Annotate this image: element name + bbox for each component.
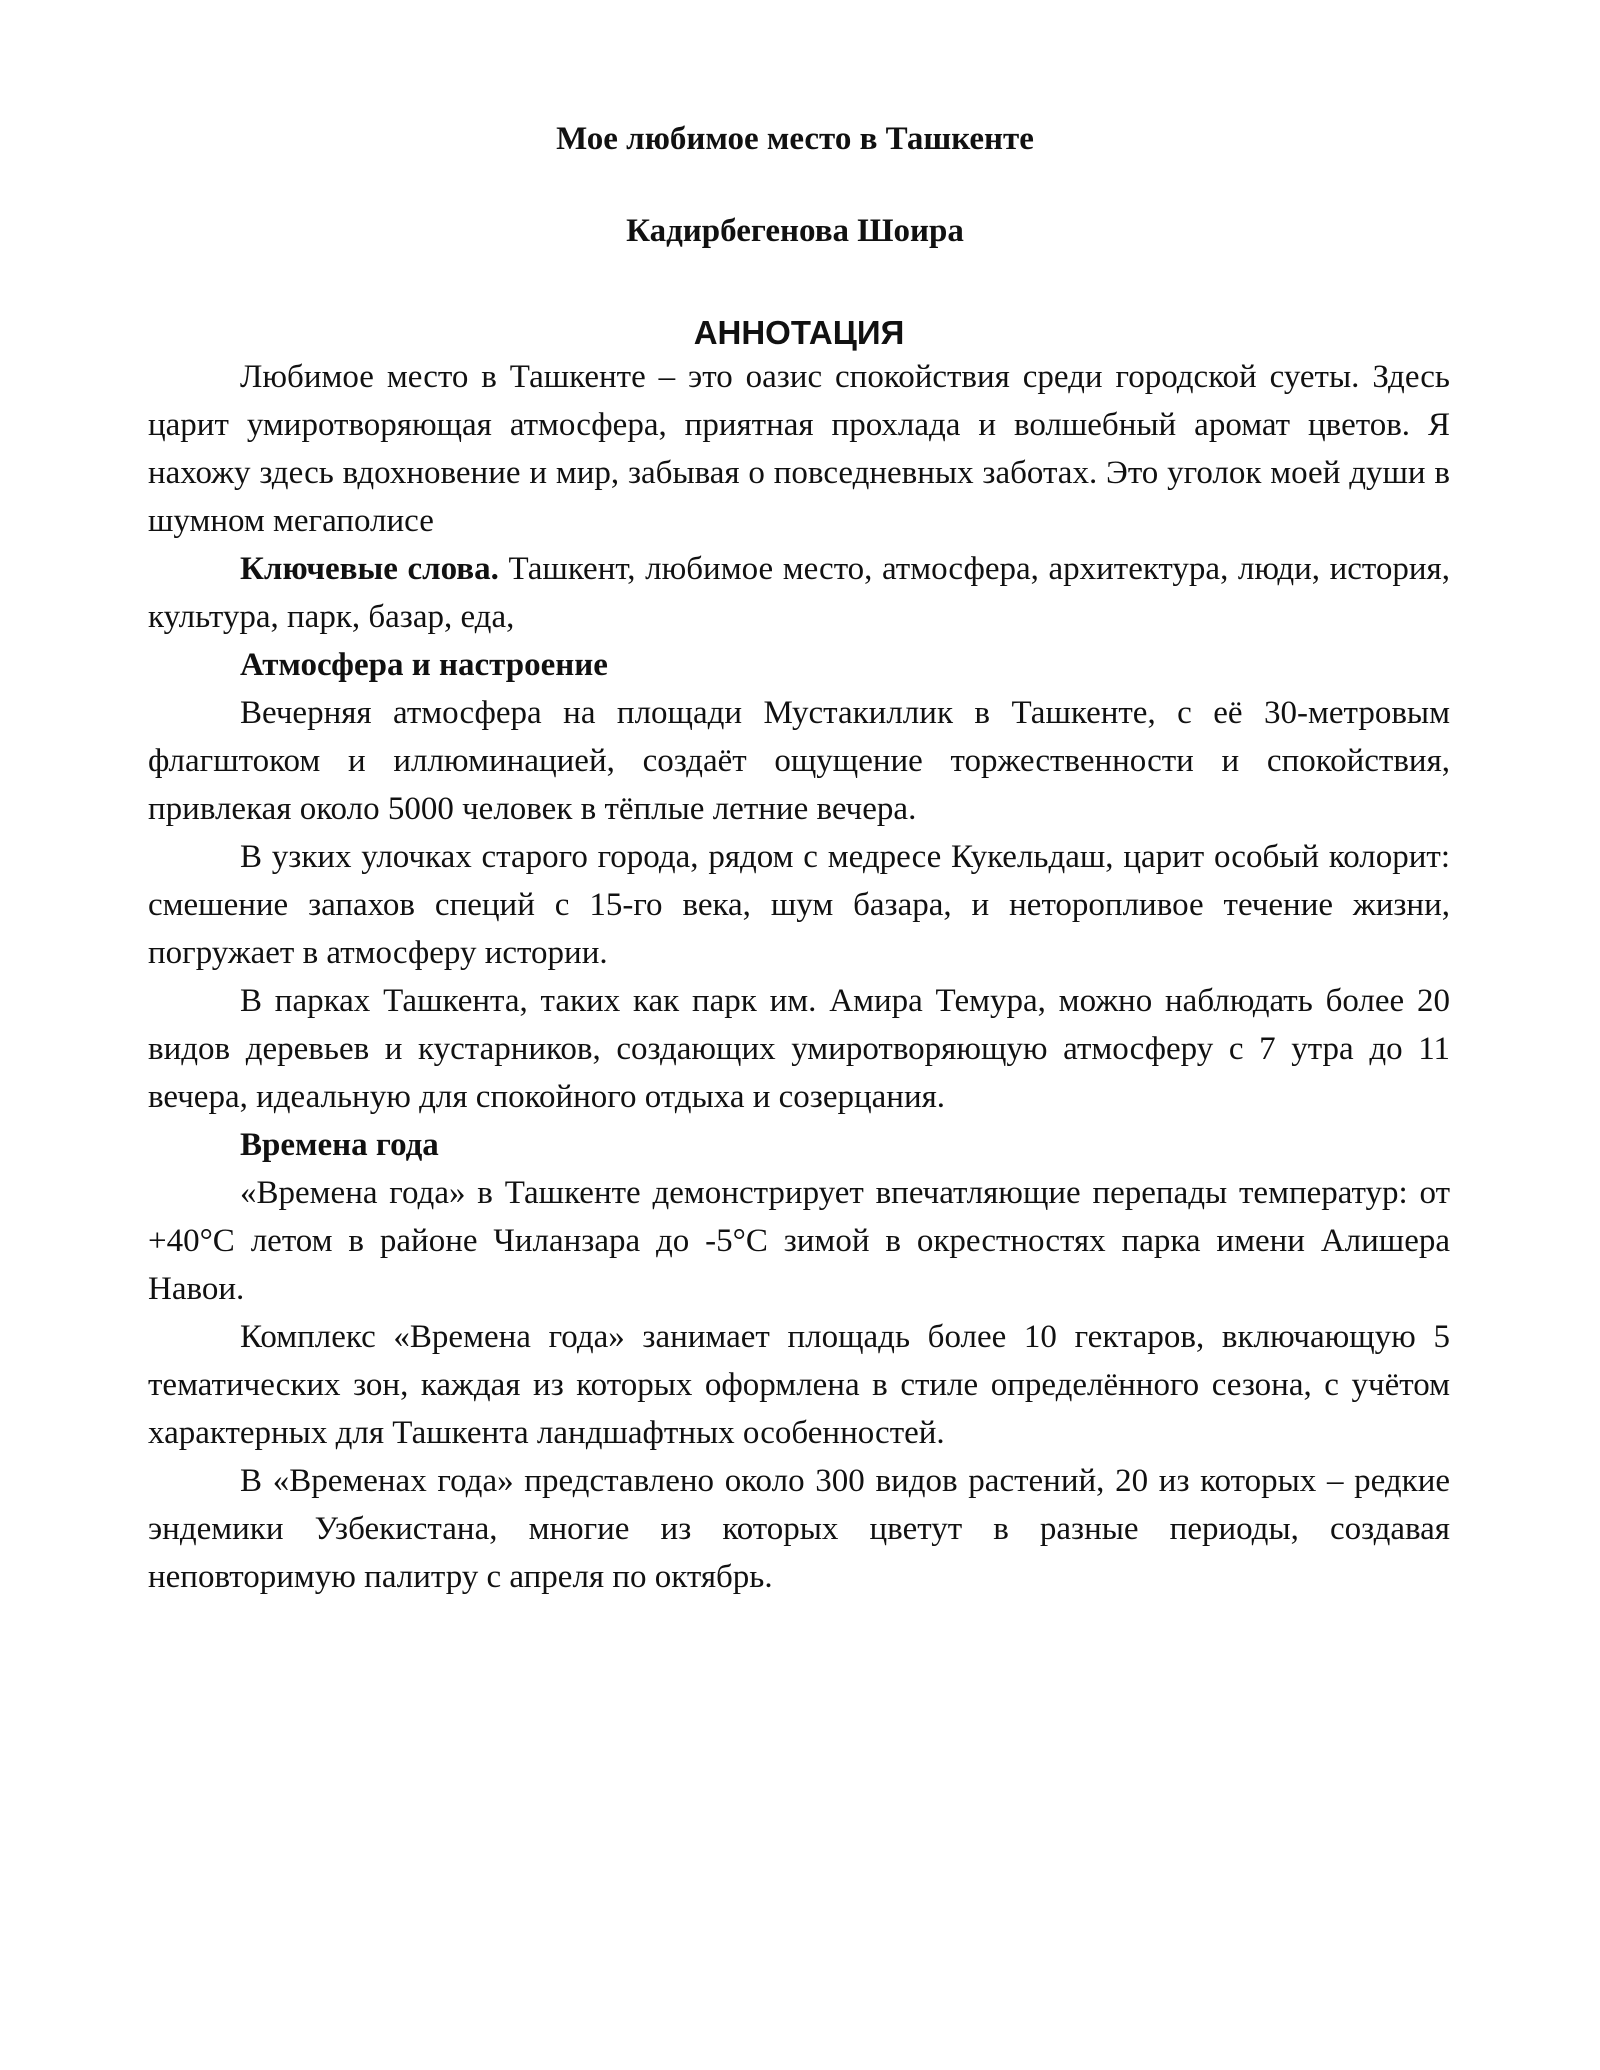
keywords-paragraph bbox=[148, 545, 1450, 641]
annotation-text: Любимое место в Ташкенте – это оазис спокойствия среди городской суеты. Здесь царит умиротворяющая атмосфера, приятная прохлада и волшебный аромат цветов. Я нахожу здесь вдохновение и мир, забывая о повседневных заботах. Это уголок моей души в шумном мегаполисе bbox=[148, 358, 1450, 539]
author-name: Кадирбегенова Шоира bbox=[626, 212, 964, 249]
section-paragraph: Комплекс «Времена года» занимает площадь более 10 гектаров, включающую 5 тематических зон, каждая из которых оформлена в стиле определённого сезона, с учётом характерных для Ташкента ландшафтных особенностей. bbox=[148, 1318, 1450, 1451]
section-paragraph: Вечерняя атмосфера на площади Мустакиллик в Ташкенте, с её 30-метровым флагштоком и иллюминацией, создаёт ощущение торжественности и спокойствия, привлекая около 5000 человек в тёплые летние вечера. bbox=[148, 694, 1450, 827]
document-title: Мое любимое место в Ташкенте bbox=[556, 121, 1034, 157]
annotation-heading: АННОТАЦИЯ bbox=[693, 314, 905, 352]
keywords-text: Ташкент, любимое место, атмосфера, архитектура, люди, история, культура, парк, базар, еда, bbox=[148, 550, 1450, 635]
document-page bbox=[148, 120, 1450, 1601]
section-heading-atmosphere: Атмосфера и настроение bbox=[240, 646, 608, 683]
section-paragraph: В «Временах года» представлено около 300 видов растений, 20 из которых – редкие эндемики Узбекистана, многие из которых цветут в разные периоды, создавая неповторимую палитру с апреля по октябрь. bbox=[148, 1462, 1450, 1595]
section-paragraph: В узких улочках старого города, рядом с медресе Кукельдаш, царит особый колорит: смешение запахов специй с 15-го века, шум базара, и неторопливое течение жизни, погружает в атмосферу истории. bbox=[148, 838, 1450, 971]
section-heading-seasons: Времена года bbox=[240, 1126, 439, 1163]
section-paragraph: В парках Ташкента, таких как парк им. Амира Темура, можно наблюдать более 20 видов деревьев и кустарников, создающих умиротворяющую атмосферу с 7 утра до 11 вечера, идеальную для спокойного отдыха и созерцания. bbox=[148, 982, 1450, 1115]
keywords-label: Ключевые слова. bbox=[240, 550, 499, 587]
section-paragraph: «Времена года» в Ташкенте демонстрирует впечатляющие перепады температур: от +40°С летом в районе Чиланзара до -5°С зимой в окрестностях парка имени Алишера Навои. bbox=[148, 1174, 1450, 1307]
